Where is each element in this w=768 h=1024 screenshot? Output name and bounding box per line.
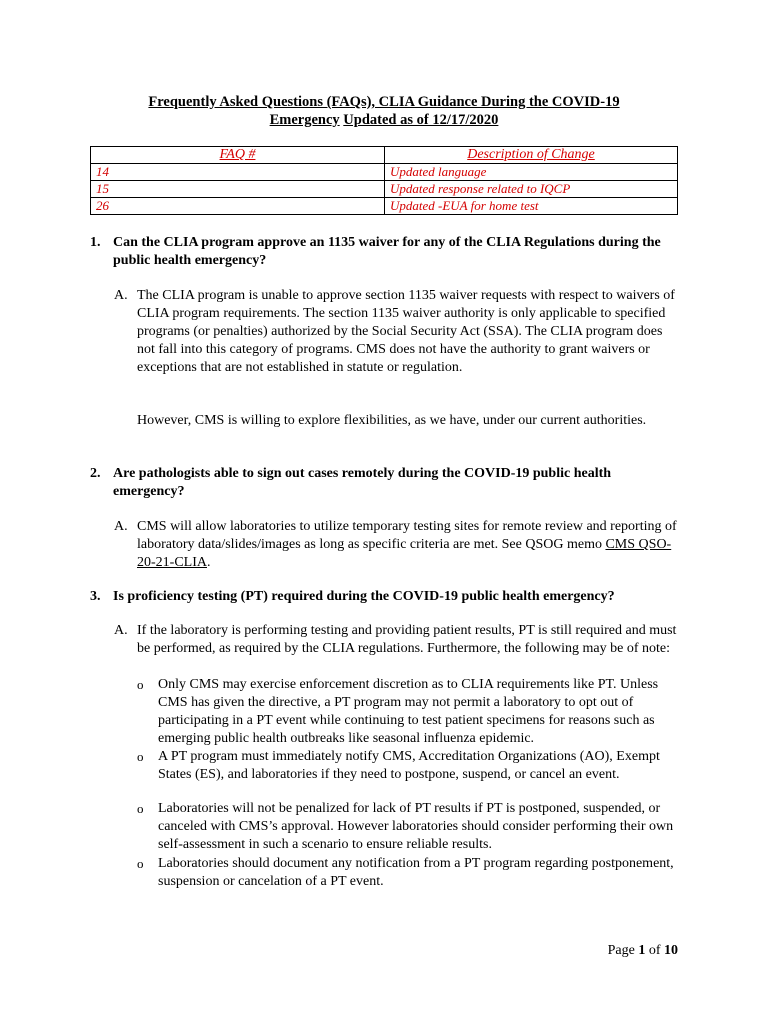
question-number: 3.	[90, 589, 101, 604]
page-word: Page	[607, 943, 635, 958]
question-text: Can the CLIA program approve an 1135 waiver for any of the CLIA Regulations during the public health emergency?	[113, 235, 661, 268]
answer-body: CMS will allow laboratories to utilize temporary testing sites for remote review and reporting of laboratory data/slides/images as long as specific criteria are met. See QSOG memo	[137, 519, 677, 552]
col-faq-header: FAQ #	[91, 147, 385, 164]
question-1	[90, 234, 680, 270]
bullet-text: Only CMS may exercise enforcement discretion as to CLIA requirements like PT. Unless CMS has given the directive, a PT program may not permit a laboratory to opt out of participating in a PT event while continuing to test patient specimens for reasons such as emerging public health outbreaks like seasonal influenza epidemic.	[158, 677, 659, 746]
desc-cell: Updated response related to IQCP	[385, 181, 678, 198]
answer-3	[114, 622, 678, 658]
bullet-icon: o	[137, 677, 144, 692]
answer-text: The CLIA program is unable to approve section 1135 waiver requests with respect to waivers of CLIA program requirements. The section 1135 waiver authority is only applicable to specified programs (or penalties) authorized by the Social Security Act (SSA). The CLIA program does not fall into this category of programs. CMS does not have the authority to grant waivers or exceptions that are not established in statute or regulation.	[137, 288, 675, 375]
change-table	[90, 146, 678, 215]
answer-text: If the laboratory is performing testing and providing patient results, PT is still required and must be performed, as required by the CLIA regulations. Furthermore, the following may be of note:	[137, 623, 677, 656]
table-header-row	[91, 147, 678, 164]
page-total: 10	[664, 943, 678, 958]
answer-label: A.	[114, 623, 128, 638]
answer-label: A.	[114, 288, 128, 303]
bullet-item	[137, 800, 678, 854]
bullet-icon: o	[137, 801, 144, 816]
document-title	[90, 93, 678, 129]
title-line-2a: Emergency	[269, 112, 340, 128]
bullet-text: A PT program must immediately notify CMS, Accreditation Organizations (AO), Exempt States (ES), and laboratories if they need to postpone, suspend, or cancel an event.	[158, 749, 660, 782]
answer-2	[114, 518, 678, 572]
desc-cell: Updated -EUA for home test	[385, 198, 678, 215]
bullet-item	[137, 676, 678, 748]
bullet-item	[137, 855, 678, 891]
bullet-item	[137, 748, 678, 784]
table-row	[91, 181, 678, 198]
question-text: Are pathologists able to sign out cases remotely during the COVID-19 public health emergency?	[113, 466, 612, 499]
of-word: of	[648, 943, 661, 958]
faq-cell: 26	[91, 198, 385, 215]
question-3	[90, 588, 680, 606]
question-text: Is proficiency testing (PT) required during the COVID-19 public health emergency?	[113, 589, 615, 604]
answer-1-paragraph-2: However, CMS is willing to explore flexibilities, as we have, under our current authorities.	[137, 413, 647, 428]
bullet-text: Laboratories should document any notification from a PT program regarding postponement, suspension or cancelation of a PT event.	[158, 856, 674, 889]
bullet-icon: o	[137, 749, 144, 764]
page-footer	[608, 943, 678, 959]
question-number: 1.	[90, 235, 101, 250]
answer-label: A.	[114, 519, 128, 534]
table-row	[91, 198, 678, 215]
answer-end: .	[207, 555, 211, 570]
question-number: 2.	[90, 466, 101, 481]
answer-text	[137, 518, 678, 572]
faq-cell: 14	[91, 164, 385, 181]
col-desc-header: Description of Change	[385, 147, 678, 164]
desc-cell: Updated language	[385, 164, 678, 181]
answer-1	[114, 287, 678, 377]
bullet-icon: o	[137, 856, 144, 871]
page-number: 1	[638, 943, 646, 958]
title-line-2b: Updated as of 12/17/2020	[343, 112, 499, 128]
faq-cell: 15	[91, 181, 385, 198]
question-2	[90, 465, 680, 501]
bullet-text: Laboratories will not be penalized for lack of PT results if PT is postponed, suspended, or canceled with CMS’s approval. However laboratories should consider performing their own self-assessment in such a scenario to ensure reliable results.	[158, 801, 674, 852]
table-row	[91, 164, 678, 181]
title-line-1: Frequently Asked Questions (FAQs), CLIA Guidance During the COVID-19	[148, 94, 620, 110]
qso-memo-link[interactable]: CMS QSO-20-21-CLIA	[137, 537, 672, 570]
